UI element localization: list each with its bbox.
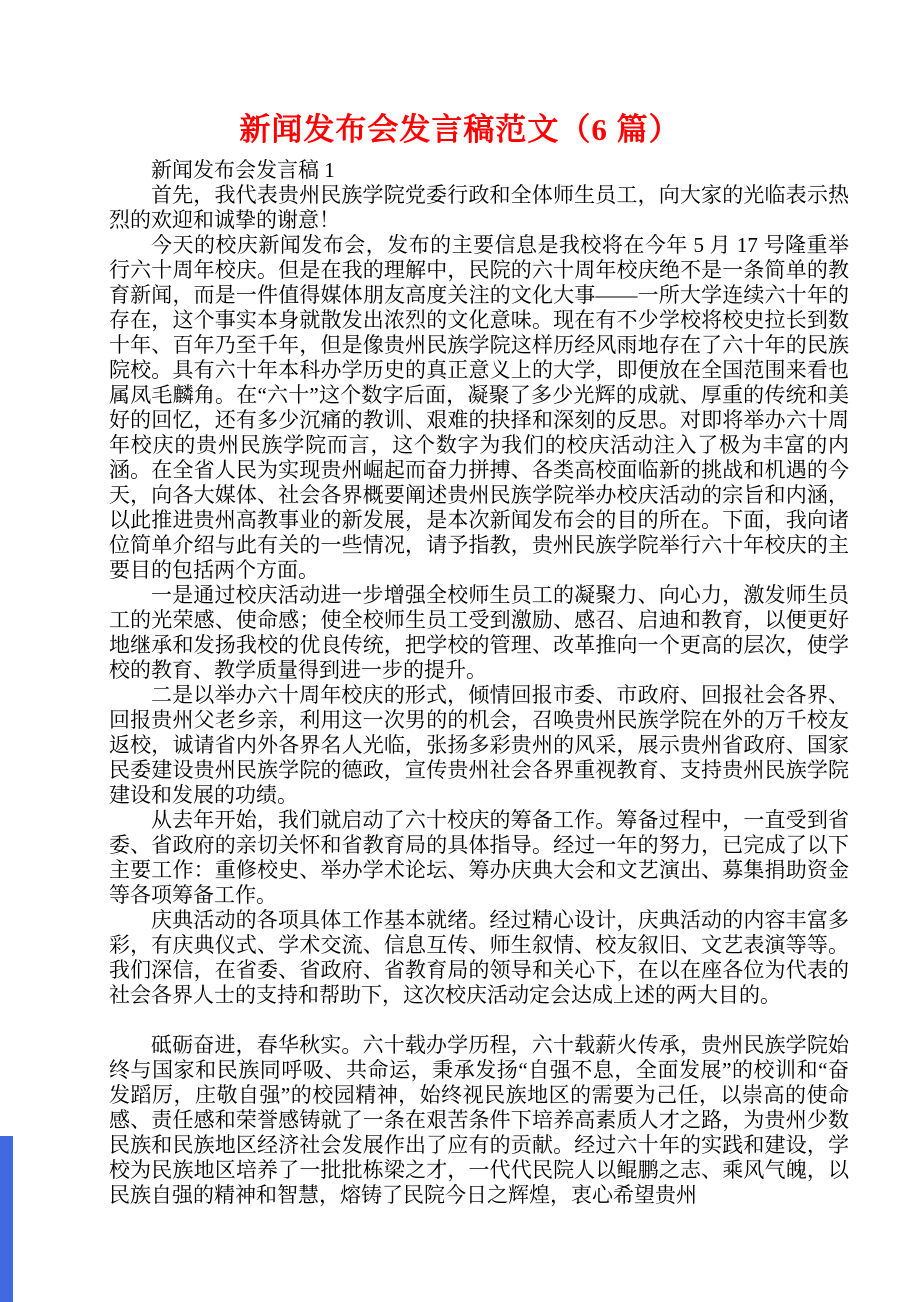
paragraph-greeting: 首先，我代表贵州民族学院党委行政和全体师生员工，向大家的光临表示热烈的欢迎和诚挚的谢意！	[109, 183, 849, 232]
paragraph-purpose-two: 二是以举办六十周年校庆的形式，倾情回报市委、市政府、回报社会各界、回报贵州父老乡亲，利用这一次男的的机会，召唤贵州民族学院在外的万千校友返校，诚请省内外各界名人光临，张扬多彩贵州的风采，展示贵州省政府、国家民委建设贵州民族学院的德政，宣传贵州社会各界重视教育、支持贵州民族学院建设和发展的功绩。	[109, 683, 849, 807]
left-edge-scrollbar-fragment	[0, 1136, 13, 1302]
paragraph-purpose-one: 一是通过校庆活动进一步增强全校师生员工的凝聚力、向心力，激发师生员工的光荣感、使命感；使全校师生员工受到激励、感召、启迪和教育，以便更好地继承和发扬我校的优良传统，把学校的管理、改革推向一个更高的层次，使学校的教育、教学质量得到进一步的提升。	[109, 583, 849, 682]
paragraph-closing: 砥砺奋进，春华秋实。六十载办学历程，六十载薪火传承，贵州民族学院始终与国家和民族同呼吸、共命运，秉承发扬“自强不息，全面发展”的校训和“奋发蹈厉，庄敬自强”的校园精神，始终视民族地区的需要为己任，以崇高的使命感、责任感和荣誉感铸就了一条在艰苦条件下培养高素质人才之路，为贵州少数民族和民族地区经济社会发展作出了应有的贡献。经过六十年的实践和建设，学校为民族地区培养了一批批栋梁之才，一代代民院人以鲲鹏之志、乘风气魄，以民族自强的精神和智慧，熔铸了民院今日之辉煌，衷心希望贵州	[109, 1033, 849, 1207]
document-title: 新闻发布会发言稿范文（6 篇）	[239, 112, 681, 147]
paragraph-preparation: 从去年开始，我们就启动了六十校庆的筹备工作。筹备过程中，一直受到省委、省政府的亲切关怀和省教育局的具体指导。经过一年的努力，已完成了以下主要工作：重修校史、举办学术论坛、筹办庆典大会和文艺演出、募集捐助资金等各项筹备工作。	[109, 808, 849, 907]
paragraph-announcement: 今天的校庆新闻发布会，发布的主要信息是我校将在今年 5 月 17 号隆重举行六十周年校庆。但是在我的理解中，民院的六十周年校庆绝不是一条简单的教育新闻，而是一件值得媒体朋友高度关注的文化大事——一所大学连续六十年的存在，这个事实本身就散发出浓烈的文化意味。现在有不少学校将校史拉长到数十年、百年乃至千年，但是像贵州民族学院这样历经风雨地存在了六十年的民族院校。具有六十年本科办学历史的真正意义上的大学，即便放在全国范围来看也属凤毛麟角。在“六十”这个数字后面，凝聚了多少光辉的成就、厚重的传统和美好的回忆，还有多少沉痛的教训、艰难的抉择和深刻的反思。对即将举办六十周年校庆的贵州民族学院而言，这个数字为我们的校庆活动注入了极为丰富的内涵。在全省人民为实现贵州崛起而奋力拼搏、各类高校面临新的挑战和机遇的今天，向各大媒体、社会各界概要阐述贵州民族学院举办校庆活动的宗旨和内涵，以此推进贵州高教事业的新发展，是本次新闻发布会的目的所在。下面，我向诸位简单介绍与此有关的一些情况，请予指教，贵州民族学院举行六十年校庆的主要目的包括两个方面。	[109, 233, 849, 582]
paragraph-blank-line	[109, 1008, 849, 1033]
paragraph-heading-1: 新闻发布会发言稿 1	[151, 158, 335, 182]
paragraph-ceremony-plan: 庆典活动的各项具体工作基本就绪。经过精心设计，庆典活动的内容丰富多彩，有庆典仪式、学术交流、信息互传、师生叙情、校友叙旧、文艺表演等等。我们深信，在省委、省政府、省教育局的领导和关心下，在以在座各位为代表的社会各界人士的支持和帮助下，这次校庆活动定会达成上述的两大目的。	[109, 908, 849, 1007]
document-body	[109, 158, 849, 1208]
